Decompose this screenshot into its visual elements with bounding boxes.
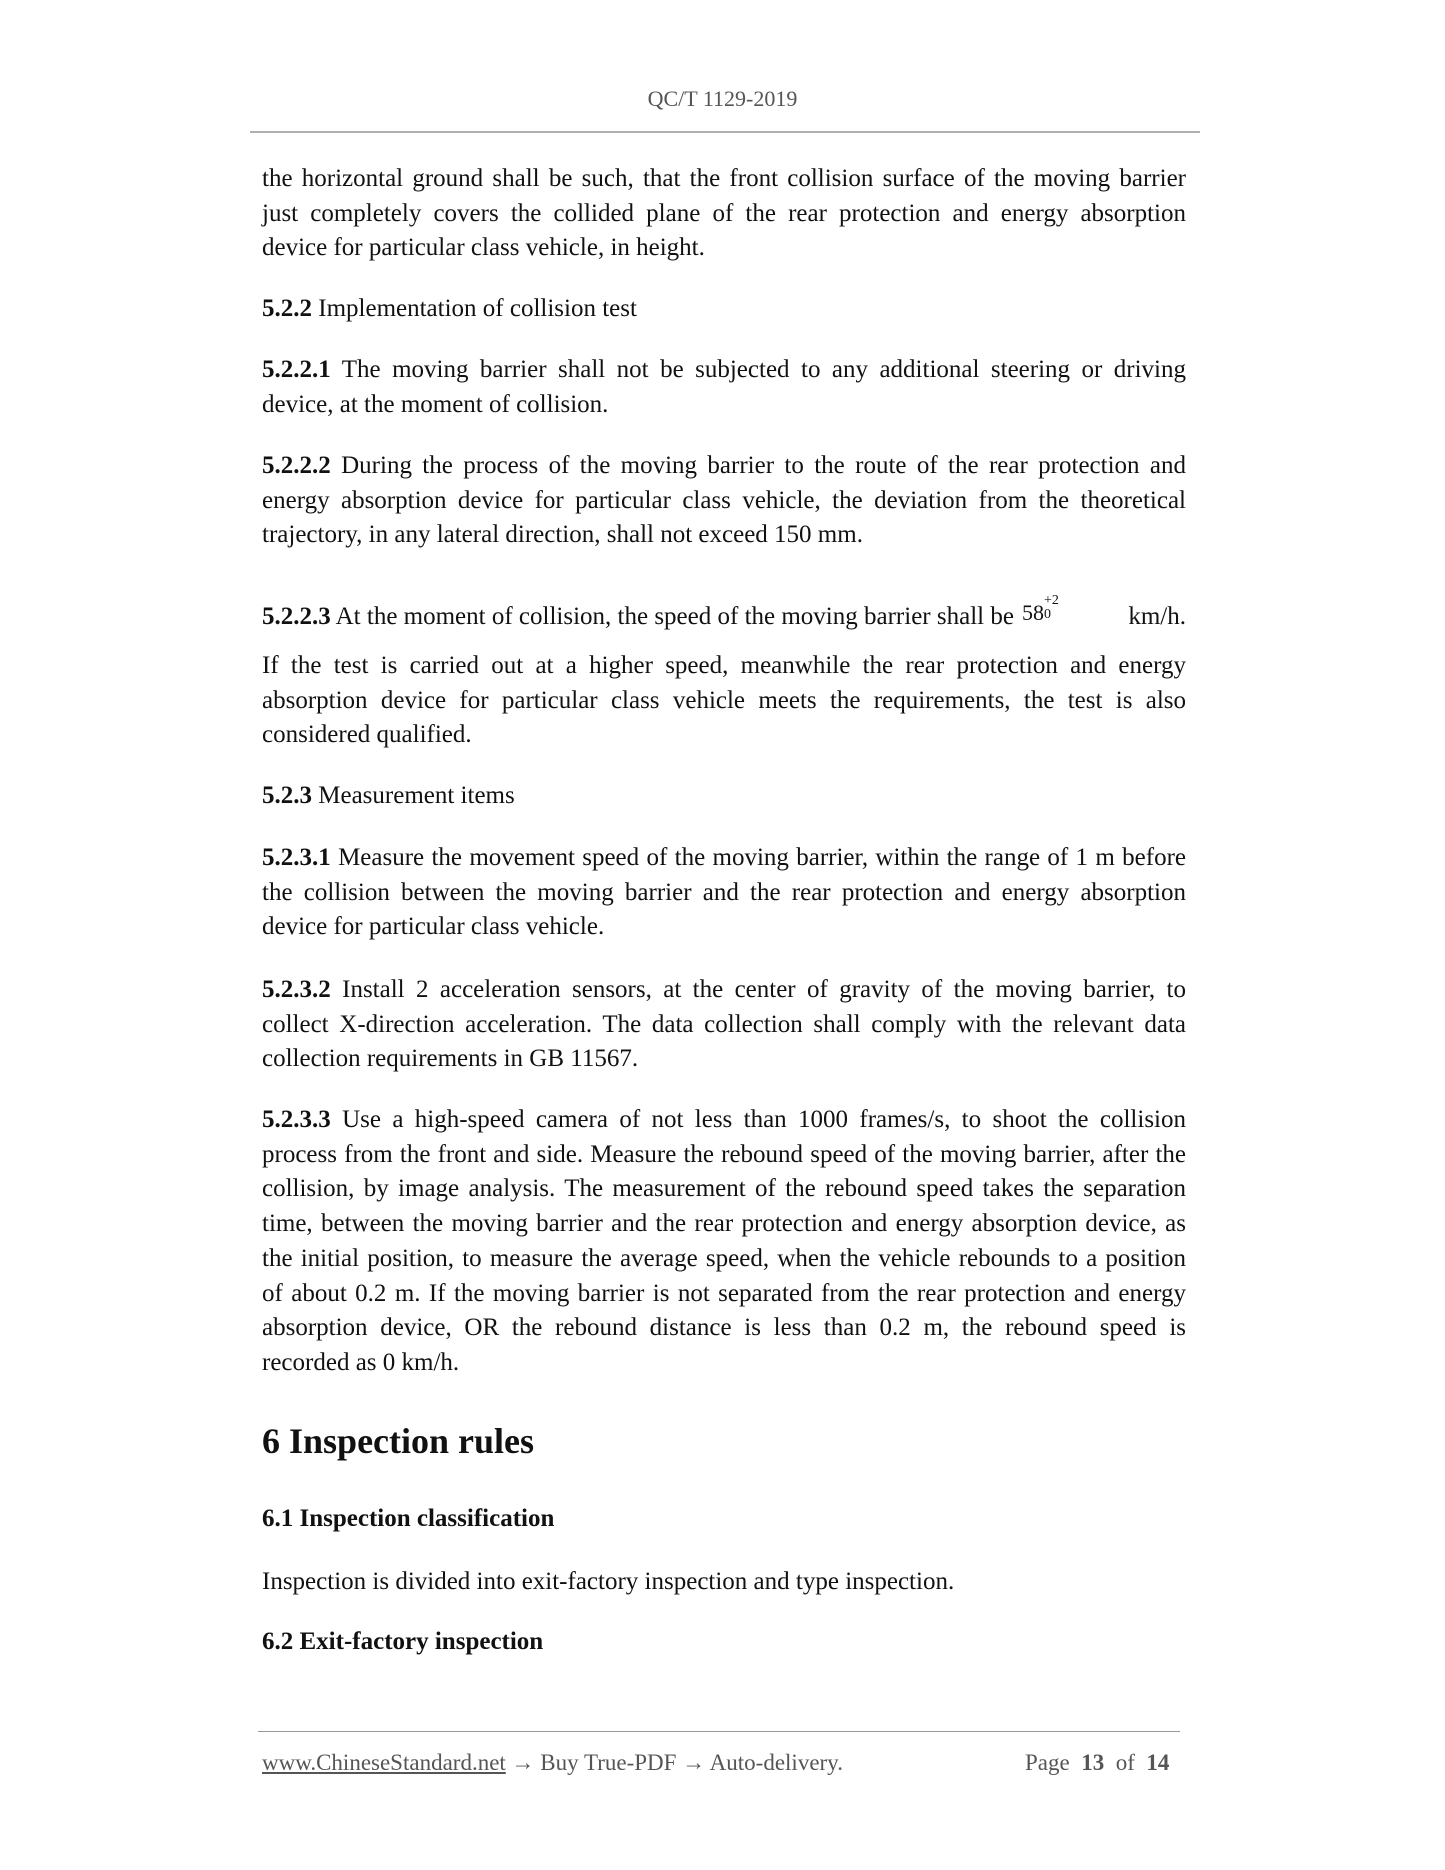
section-heading-6-1: 6.1 Inspection classification [262,1505,555,1532]
footer-divider [258,1731,1180,1732]
document-code-header: QC/T 1129-2019 [647,86,798,111]
speed-tolerance: 58 +2 0 [1021,593,1059,625]
paragraph: If the test is carried out at a higher speed, meanwhile the rear protection and energy absorption device for particular class vehicle meets the requirements, the test is also considered qualified. [262,652,1186,749]
page-number: Page 13 of 14 [1025,1750,1170,1775]
clause-5-2-2-2: 5.2.2.2 During the process of the moving barrier to the route of the rear protection and energy absorption device for particular class vehicle, the deviation from the theoretical trajectory, in any lateral direction, shall not exceed 150 mm. [262,452,1186,549]
clause-5-2-2-3: 5.2.2.3 At the moment of collision, the speed of the moving barrier shall be 58 +2 0 km/h. [262,593,1186,630]
footer-promo: www.ChineseStandard.net → Buy True-PDF → Auto-delivery. [262,1750,843,1775]
clause-5-2-3-1: 5.2.3.1 Measure the movement speed of the moving barrier, within the range of 1 m before the collision between the moving barrier and the rear protection and energy absorption device for particular class vehicle. [262,844,1186,941]
header-divider [250,131,1200,133]
paragraph: the horizontal ground shall be such, that the front collision surface of the moving barrier just completely covers the collided plane of the rear protection and energy absorption device for particular class vehicle, in height. [262,165,1186,262]
section-heading-6: 6 Inspection rules [262,1421,535,1461]
clause-5-2-2: 5.2.2 Implementation of collision test [262,295,637,322]
clause-5-2-3: 5.2.3 Measurement items [262,782,515,809]
paragraph: Inspection is divided into exit-factory inspection and type inspection. [262,1568,955,1595]
section-heading-6-2: 6.2 Exit-factory inspection [262,1628,544,1655]
website-link[interactable]: www.ChineseStandard.net [262,1750,506,1775]
arrow-icon: → [682,1750,706,1775]
clause-5-2-3-2: 5.2.3.2 Install 2 acceleration sensors, at the center of gravity of the moving barrier, to collect X-direction acceleration. The data collection shall comply with the relevant data collection requirements in GB 11567. [262,976,1186,1073]
arrow-icon: → [511,1750,535,1775]
clause-5-2-3-3: 5.2.3.3 Use a high-speed camera of not less than 1000 frames/s, to shoot the collision process from the front and side. Measure the rebound speed of the moving barrier, after the collision, by image analysis. The measurement of the rebound speed takes the separation time, between the moving barrier and the rear protection and energy absorption device, as the initial position, to measure the average speed, when the vehicle rebounds to a position of about 0.2 m. If the moving barrier is not separated from the rear protection and energy absorption device, OR the rebound distance is less than 0.2 m, the rebound speed is recorded as 0 km/h. [262,1106,1186,1376]
clause-5-2-2-1: 5.2.2.1 The moving barrier shall not be subjected to any additional steering or driving device, at the moment of collision. [262,356,1186,418]
